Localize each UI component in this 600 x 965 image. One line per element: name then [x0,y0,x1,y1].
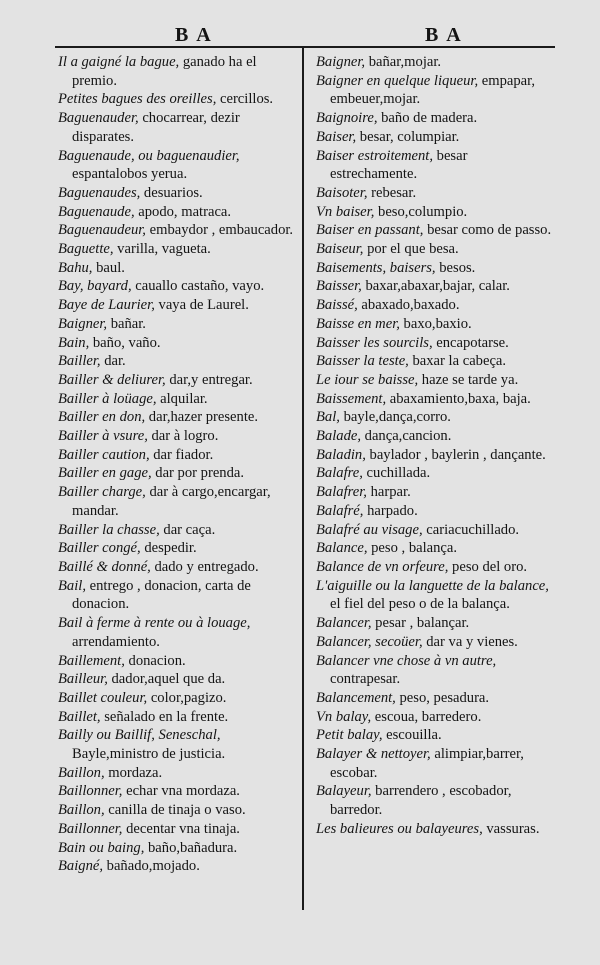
headword: Bailler & deliurer, [58,371,166,388]
definition: donacion. [124,652,186,669]
definition: dar fiador. [149,446,214,463]
definition: vaya de Laurel. [154,297,249,314]
headword: Balade, [316,428,361,445]
definition: contrapesar. [330,671,401,688]
dictionary-entry [58,764,298,783]
headword: Baillonner, [58,820,123,837]
definition: baxar la cabeça. [408,353,507,370]
dictionary-entry [316,315,556,334]
dictionary-entry [58,184,298,203]
headword: Baigner, [316,54,366,70]
headword: Bain, [58,334,90,351]
definition: harpar. [366,484,411,501]
headword: Balafre, [316,465,363,482]
dictionary-entry [58,296,298,315]
dictionary-entry [316,652,556,689]
dictionary-entry [316,483,556,502]
dictionary-entry [58,577,298,614]
dictionary-entry [316,708,556,727]
definition: escouilla. [382,727,442,744]
headword: Baissement, [316,390,387,407]
definition: rebesar. [367,184,417,201]
definition: desuarios. [140,184,203,201]
dictionary-entry [58,259,298,278]
headword: Baillement, [58,652,125,669]
definition: bañar. [107,315,146,332]
dictionary-entry [58,277,298,296]
dictionary-entry [316,240,556,259]
definition: dar,y entregar. [165,371,253,388]
headword: Bailler congé, [58,540,141,557]
headword: Balayer & nettoyer, [316,746,431,763]
definition: besos. [435,259,476,276]
headword: Bay, bayard, [58,278,132,295]
headword: Baguenaude, ou baguenaudier, [58,147,240,164]
dictionary-entry [316,277,556,296]
headword: Petit balay, [316,727,383,744]
dictionary-entry [316,109,556,128]
headword: Baigner en quelque liqueur, [316,72,479,89]
headword: Bailler caution, [58,446,150,463]
dictionary-entry [316,390,556,409]
definition: besar, columpiar. [356,128,460,145]
dictionary-entry [316,203,556,222]
definition: peso , balança. [367,540,458,557]
headword: Petites bagues des oreilles, [58,91,217,108]
dictionary-entry [316,352,556,371]
headword: Balafrer, [316,484,367,501]
definition: peso, pesadura. [395,689,490,706]
headword: Baguenauder, [58,110,139,127]
headword: Bailler, [58,353,101,370]
headword: Baignoire, [316,110,378,127]
headword: Baigner, [58,315,108,332]
definition: decentar vna tinaja. [122,820,240,837]
definition: despedir. [140,540,197,557]
definition: bayle,dança,corro. [339,409,451,426]
headword: Baiseur, [316,241,364,258]
definition: beso,columpio. [374,203,468,220]
definition: arrendamiento. [72,633,160,650]
headword: Baguenaude, [58,203,135,220]
dictionary-entry [316,689,556,708]
dictionary-entry [316,53,556,72]
headword: Balancer, [316,615,372,632]
definition: barrendero , escobador, barredor. [330,783,512,819]
headword: Baillonner, [58,783,123,800]
definition: por el que besa. [363,241,459,258]
definition: echar vna mordaza. [122,783,240,800]
dictionary-entry [316,633,556,652]
definition: apodo, matraca. [134,203,232,220]
header-rule [55,46,555,48]
headword: Baisser la teste, [316,353,409,370]
headword: Balafré au visage, [316,521,423,538]
definition: dar à logro. [147,428,219,445]
dictionary-entry [316,259,556,278]
dictionary-entry [316,464,556,483]
headword: Baillon, [58,802,105,819]
headword: Baillet couleur, [58,689,148,706]
definition: cuchillada. [362,465,431,482]
definition: harpado. [363,502,418,519]
dictionary-entry [58,483,298,520]
dictionary-entry [58,670,298,689]
definition: cariacuchillado. [422,521,520,538]
dictionary-entry [58,446,298,465]
headword: Baisser, [316,278,362,295]
definition: baño, vaño. [89,334,161,351]
definition: baylador , baylerin , dançante. [365,446,546,463]
definition: abaxamiento,baxa, baja. [386,390,531,407]
dictionary-entry [58,53,298,90]
definition: escoua, barredero. [371,708,482,725]
headword: Balafré, [316,502,364,519]
headword: Bailly ou Baillif, Seneschal, [58,727,221,744]
headword: Baguenaudeur, [58,222,146,239]
headword: Baiser en passant, [316,222,424,239]
dictionary-entry [58,652,298,671]
dictionary-entry [316,614,556,633]
definition: peso del oro. [448,558,528,575]
definition: bañar,mojar. [365,54,442,70]
dictionary-entry [316,782,556,819]
headword: Bailler la chasse, [58,521,160,538]
running-header-left: B A [175,24,213,46]
dictionary-entry [58,464,298,483]
headword: Bahu, [58,259,93,276]
headword: Balancer vne chose à vn autre, [316,652,497,669]
headword: Balance de vn orfeure, [316,558,449,575]
headword: Baillon, [58,764,105,781]
definition: cercillos. [216,91,274,108]
headword: Vn balay, [316,708,372,725]
dictionary-entry [58,352,298,371]
dictionary-entry [316,128,556,147]
definition: dar,hazer presente. [145,409,259,426]
headword: Baissé, [316,297,358,314]
dictionary-entry [58,240,298,259]
definition: dar. [100,353,126,370]
dictionary-entry [58,689,298,708]
definition: dar caça. [159,521,216,538]
headword: Bailler à vsure, [58,428,148,445]
dictionary-entry [316,726,556,745]
dictionary-entry [58,782,298,801]
headword: Bailler en gage, [58,465,152,482]
headword: Baisements, baisers, [316,259,436,276]
dictionary-entry [58,371,298,390]
headword: Balance, [316,540,368,557]
headword: Bain ou baing, [58,839,145,856]
definition: baxo,baxio. [399,315,472,332]
definition: ganado ha el premio. [72,54,257,89]
dictionary-entry [58,521,298,540]
dictionary-entry [316,371,556,390]
definition: vassuras. [482,820,540,837]
definition: cauallo castaño, vayo. [131,278,265,295]
definition: baño de madera. [377,110,478,127]
dictionary-entry [58,203,298,222]
definition: espantalobos yerua. [72,166,188,183]
headword: Bailleur, [58,671,108,688]
definition: señalado en la frente. [100,708,229,725]
column-divider [302,48,304,910]
headword: Baye de Laurier, [58,297,155,314]
headword: L'aiguille ou la languette de la balance, [316,577,549,594]
definition: alquilar. [156,390,208,407]
headword: Il a gaigné la bague, [58,54,180,70]
dictionary-entry [58,427,298,446]
definition: encapotarse. [432,334,509,351]
headword: Baguette, [58,241,114,258]
dictionary-entry [316,147,556,184]
dictionary-entry [58,109,298,146]
headword: Baiser, [316,128,357,145]
headword: Bailler à loüage, [58,390,157,407]
headword: Baigné, [58,858,103,875]
headword: Baillé & donné, [58,558,151,575]
headword: Baiser estroitement, [316,147,433,164]
running-header-right: B A [425,24,463,46]
dictionary-entry [316,820,556,839]
dictionary-entry [58,390,298,409]
definition: dança,cancion. [361,428,452,445]
definition: dar por prenda. [151,465,245,482]
headword: Baisoter, [316,184,368,201]
dictionary-entry [58,221,298,240]
dictionary-entry [316,408,556,427]
dictionary-entry [58,315,298,334]
definition: dar va y vienes. [422,633,518,650]
definition: color,pagizo. [147,689,227,706]
definition: alimpiar,barrer, escobar. [330,746,524,781]
headword: Baladin, [316,446,366,463]
definition: besar estrechamente. [330,147,468,183]
definition: varilla, vagueta. [113,241,211,258]
headword: Balancement, [316,689,396,706]
dictionary-entry [58,408,298,427]
headword: Bail, [58,577,86,594]
dictionary-entry [316,72,556,109]
headword: Vn baiser, [316,203,375,220]
dictionary-entry [316,745,556,782]
headword: Baisser les sourcils, [316,334,433,351]
definition: besar como de passo. [423,222,552,239]
definition: entrego , donacion, carta de donacion. [72,577,251,613]
definition: haze se tarde ya. [418,371,519,388]
headword: Bal, [316,409,340,426]
headword: Les balieures ou balayeures, [316,820,483,837]
dictionary-entry [58,820,298,839]
dictionary-entry [316,221,556,240]
dictionary-entry [58,147,298,184]
definition: dador,aquel que da. [107,671,226,688]
headword: Baguenaudes, [58,184,141,201]
definition: baul. [92,259,125,276]
dictionary-entry [58,726,298,763]
dictionary-entry [316,521,556,540]
dictionary-entry [58,839,298,858]
definition: pesar , balançar. [371,615,470,632]
dictionary-entry [316,427,556,446]
dictionary-entry [58,614,298,651]
dictionary-entry [58,334,298,353]
dictionary-entry [316,539,556,558]
definition: Bayle,ministro de justicia. [72,746,226,763]
dictionary-entry [316,502,556,521]
dictionary-entry [316,334,556,353]
headword: Bailler charge, [58,484,146,501]
headword: Balayeur, [316,783,372,800]
dictionary-entry [316,558,556,577]
headword: Balancer, secoüer, [316,633,423,650]
headword: Bailler en don, [58,409,146,426]
dictionary-entry [58,539,298,558]
dictionary-entry [316,296,556,315]
definition: dar à cargo,encargar, mandar. [72,484,271,519]
right-column [316,53,556,839]
definition: el fiel del peso o de la balança. [330,596,510,613]
dictionary-entry [316,446,556,465]
headword: Baisse en mer, [316,315,400,332]
dictionary-entry [58,90,298,109]
definition: empapar, embeuer,mojar. [330,72,536,108]
dictionary-entry [316,577,556,614]
definition: chocarrear, dezir disparates. [72,110,240,145]
definition: mordaza. [104,764,163,781]
dictionary-entry [58,708,298,727]
definition: bañado,mojado. [103,858,200,875]
definition: dado y entregado. [150,558,259,575]
definition: abaxado,baxado. [357,297,460,314]
dictionary-entry [316,184,556,203]
headword: Bail à ferme à rente ou à louage, [58,615,251,632]
definition: embaydor , embaucador. [145,222,294,239]
dictionary-entry [58,558,298,577]
headword: Le iour se baisse, [316,371,419,388]
dictionary-entry [58,857,298,876]
definition: canilla de tinaja o vaso. [104,802,246,819]
left-column [58,53,298,876]
definition: baño,bañadura. [144,839,238,856]
definition: baxar,abaxar,bajar, calar. [361,278,510,295]
headword: Baillet, [58,708,101,725]
dictionary-entry [58,801,298,820]
